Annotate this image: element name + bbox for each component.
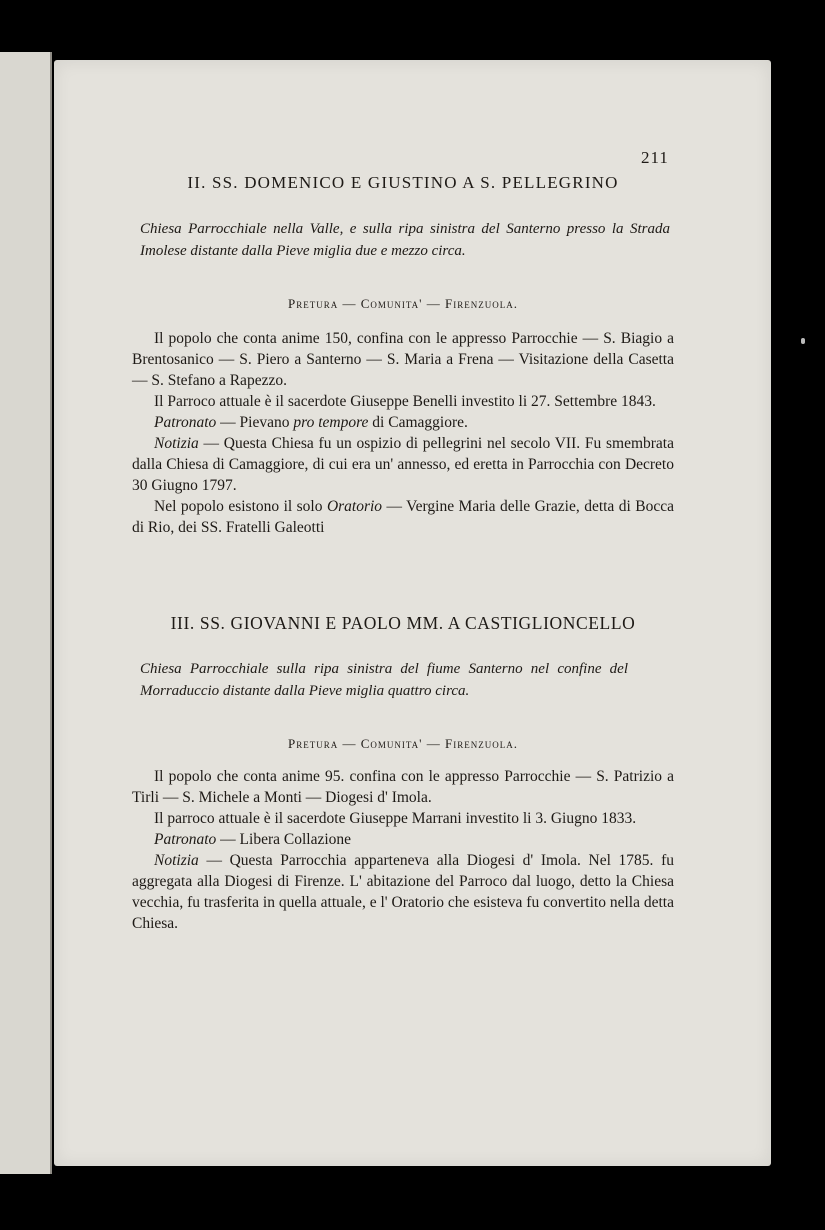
oratorio-pre: Nel popolo esistono il solo [154, 498, 327, 515]
population-paragraph: Il popolo che conta anime 95. confina con le appresso Parrocchie — S. Patrizio a Tirli — S. Michele a Monti — Diogesi d' Imola. [132, 768, 674, 806]
book-page [54, 60, 771, 1166]
patronato-text: — Pievano [216, 414, 294, 431]
section-body [132, 766, 674, 934]
church-description: Chiesa Parrocchiale sulla ripa sinistra del fiume Santerno nel confine del Morraduccio distante dalla Pieve miglia quattro circa. [140, 661, 628, 699]
section-heading-san-pellegrino: II. SS. DOMENICO E GIUSTINO A S. PELLEGRINO [187, 173, 619, 192]
oratory-paragraph [132, 496, 674, 538]
jurisdiction-line: Pretura — Comunita' — Firenzuola. [288, 736, 518, 751]
section-body [132, 328, 674, 538]
notizia-text: — Questa Parrocchia apparteneva alla Diogesi d' Imola. Nel 1785. fu aggregata alla Diogesi di Firenze. L' abitazione del Parroco dal luogo, detto la Chiesa vecchia, fu trasferita in quella attuale, e l' Oratorio che esisteva fu convertito nella detta Chiesa. [132, 852, 674, 932]
parish-priest-paragraph: Il parroco attuale è il sacerdote Giuseppe Marrani investito li 3. Giugno 1833. [154, 810, 637, 827]
page-number: 211 [641, 148, 669, 167]
population-paragraph: Il popolo che conta anime 150, confina con le appresso Parrocchie — S. Biagio a Brentosanico — S. Piero a Santerno — S. Maria a Frena — Visitazione della Casetta — S. Stefano a Rapezzo. [132, 330, 674, 389]
oratorio-label: Oratorio [326, 498, 383, 515]
church-description: Chiesa Parrocchiale nella Valle, e sulla ripa sinistra del Santerno presso la Strada Imolese distante dalla Pieve miglia due e mezzo circa. [140, 221, 670, 259]
oratorio-text: — Vergine Maria delle Grazie, detta di Bocca di Rio, dei SS. Fratelli Galeotti [132, 498, 674, 536]
parish-priest-paragraph: Il Parroco attuale è il sacerdote Giuseppe Benelli investito li 27. Settembre 1843. [154, 393, 656, 410]
notes-paragraph [132, 433, 674, 496]
notes-paragraph [132, 850, 674, 934]
patronato-text: — Libera Collazione [216, 831, 352, 848]
notizia-label: Notizia [154, 435, 199, 452]
patronage-paragraph [132, 829, 674, 850]
patronato-label: Patronato [154, 831, 217, 848]
notizia-label: Notizia [154, 852, 199, 869]
patronato-label: Patronato [154, 414, 217, 431]
facing-page-edge [0, 52, 52, 1174]
dust-speck [801, 338, 805, 344]
patronato-italic: pro tempore [293, 414, 369, 431]
jurisdiction-line: Pretura — Comunita' — Firenzuola. [288, 296, 518, 311]
patronato-tail: di Camaggiore. [368, 414, 468, 431]
patronage-paragraph [132, 412, 674, 433]
notizia-text: — Questa Chiesa fu un ospizio di pellegrini nel secolo VII. Fu smembrata dalla Chiesa di Camaggiore, di cui era un' annesso, ed eretta in Parrocchia con Decreto 30 Giugno 1797. [132, 435, 674, 494]
section-heading-castiglioncello: III. SS. GIOVANNI E PAOLO MM. A CASTIGLIONCELLO [170, 613, 636, 633]
